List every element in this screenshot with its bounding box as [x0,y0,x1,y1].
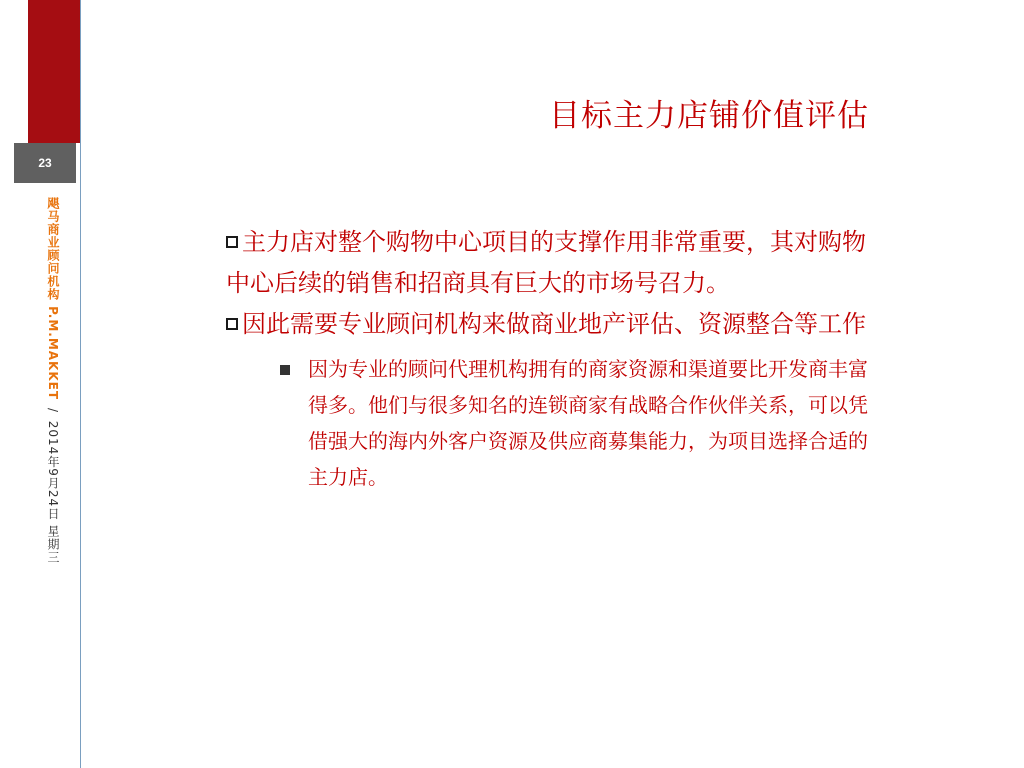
sidebar-footer-text [46,197,60,564]
hollow-square-bullet-icon [226,318,238,330]
bullet-text: 主力店对整个购物中心项目的支撑作用非常重要，其对购物中心后续的销售和招商具有巨大的市场号召力。 [226,228,866,297]
footer-separator: / [46,407,60,413]
slide-date: 2014年9月24日 星期三 [46,420,60,565]
slide-title: 目标主力店铺价值评估 [549,98,869,134]
sidebar-red-bar [28,0,80,143]
brand-name: 飓马商业顾问机构 P.M.MAKKET [46,197,60,401]
sub-bullet-text: 因为专业的顾问代理机构拥有的商家资源和渠道要比开发商丰富得多。他们与很多知名的连锁商家有战略合作伙伴关系，可以凭借强大的海内外客户资源及供应商募集能力，为项目选择合适的主力店。 [308,357,868,489]
slide-body [226,222,886,495]
filled-square-bullet-icon [280,365,290,375]
bullet-item [226,304,886,345]
hollow-square-bullet-icon [226,236,238,248]
slide-number: 23 [14,143,76,183]
sidebar-divider-line [80,0,81,768]
sub-bullet-item [308,351,886,495]
bullet-text: 因此需要专业顾问机构来做商业地产评估、资源整合等工作 [242,310,866,338]
bullet-item [226,222,886,304]
